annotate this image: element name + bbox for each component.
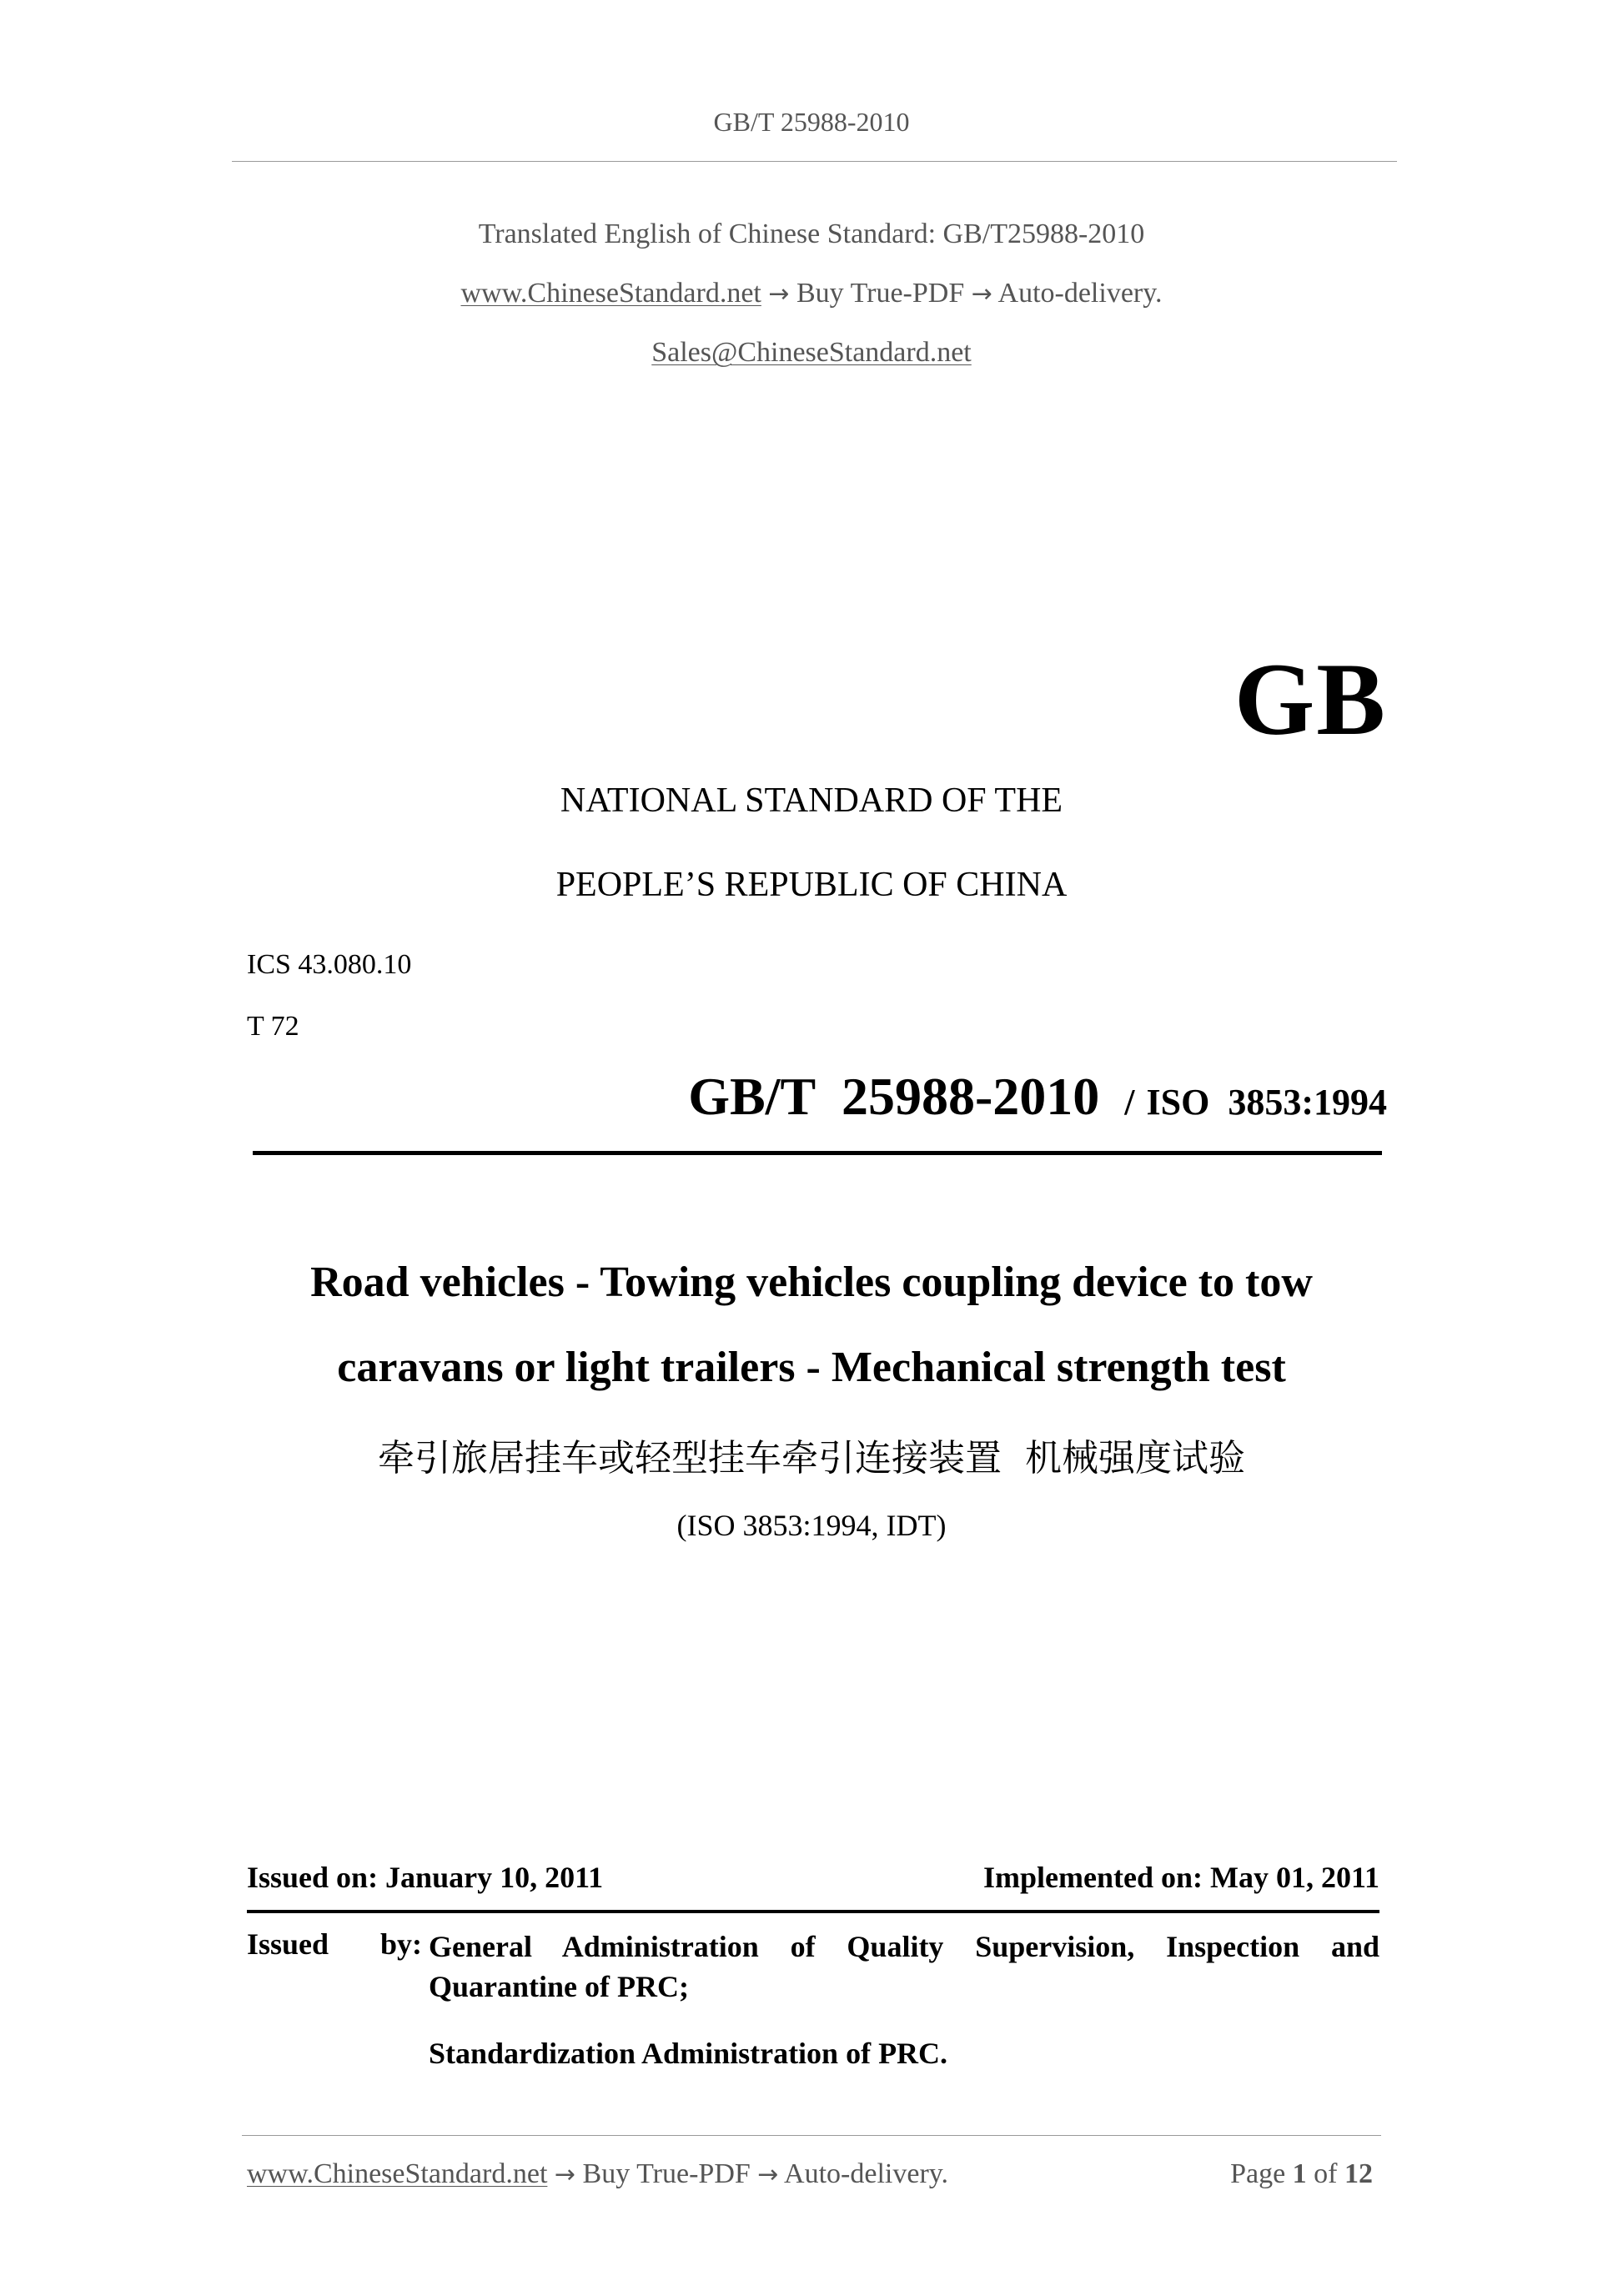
header-divider — [232, 161, 1397, 162]
title-en-line1: Road vehicles - Towing vehicles coupling device to tow — [310, 1259, 1313, 1306]
dates-row — [247, 1860, 1379, 1895]
number-separator: / — [1124, 1082, 1135, 1123]
gb-number: GB/T 25988-2010 — [688, 1067, 1100, 1126]
footer-site-link[interactable]: www.ChineseStandard.net — [247, 2158, 548, 2189]
auto-delivery-text: Auto-delivery. — [997, 278, 1163, 309]
footer-purchase-line — [247, 2158, 948, 2190]
category-code: T 72 — [247, 1011, 299, 1042]
issued-by-block — [247, 1927, 1379, 2073]
issued-by-label: Issued by: — [247, 1927, 422, 1961]
arrow-right-icon: → — [971, 279, 992, 309]
purchase-line — [0, 278, 1623, 309]
email-line — [0, 337, 1623, 369]
issuer-line1: General Administration of Quality Supervision, Inspection and — [429, 1930, 1379, 1963]
dates-rule — [247, 1910, 1379, 1913]
page-current: 1 — [1292, 2158, 1307, 2189]
title-rule — [253, 1151, 1382, 1155]
footer-delivery-text: Auto-delivery. — [784, 2158, 949, 2189]
title-cn: 牵引旅居挂车或轻型挂车牵引连接装置 机械强度试验 — [378, 1437, 1245, 1480]
ics-code: ICS 43.080.10 — [247, 949, 412, 980]
footer-divider — [242, 2135, 1381, 2136]
standard-number — [688, 1066, 1387, 1128]
page-of: of — [1314, 2158, 1338, 2189]
arrow-right-icon: → — [554, 2160, 576, 2189]
issuer-line2: Quarantine of PRC; — [429, 1970, 689, 2003]
national-standard-line2: PEOPLE’S REPUBLIC OF CHINA — [555, 866, 1068, 904]
page-indicator — [1230, 2158, 1373, 2190]
translation-notice: Translated English of Chinese Standard: GB/T25988-2010 — [478, 219, 1145, 249]
equivalence-note: (ISO 3853:1994, IDT) — [676, 1509, 947, 1542]
iso-number: ISO 3853:1994 — [1146, 1082, 1387, 1123]
buy-true-pdf-text: Buy True-PDF — [796, 278, 965, 309]
site-link[interactable]: www.ChineseStandard.net — [460, 278, 761, 309]
page-label: Page — [1230, 2158, 1286, 2189]
page-total: 12 — [1344, 2158, 1373, 2189]
arrow-right-icon: → — [757, 2160, 779, 2189]
title-en-line2: caravans or light trailers - Mechanical strength test — [337, 1344, 1286, 1391]
issued-date: Issued on: January 10, 2011 — [247, 1861, 604, 1894]
gb-logo: GB — [1234, 642, 1387, 756]
national-standard-line1: NATIONAL STANDARD OF THE — [560, 781, 1063, 820]
implemented-date: Implemented on: May 01, 2011 — [983, 1861, 1379, 1894]
issuer-line3: Standardization Administration of PRC. — [429, 2037, 948, 2070]
footer-buy-text: Buy True-PDF — [582, 2158, 751, 2189]
running-header: GB/T 25988-2010 — [713, 107, 910, 137]
sales-email-link[interactable]: Sales@ChineseStandard.net — [651, 337, 972, 368]
arrow-right-icon: → — [768, 279, 790, 309]
